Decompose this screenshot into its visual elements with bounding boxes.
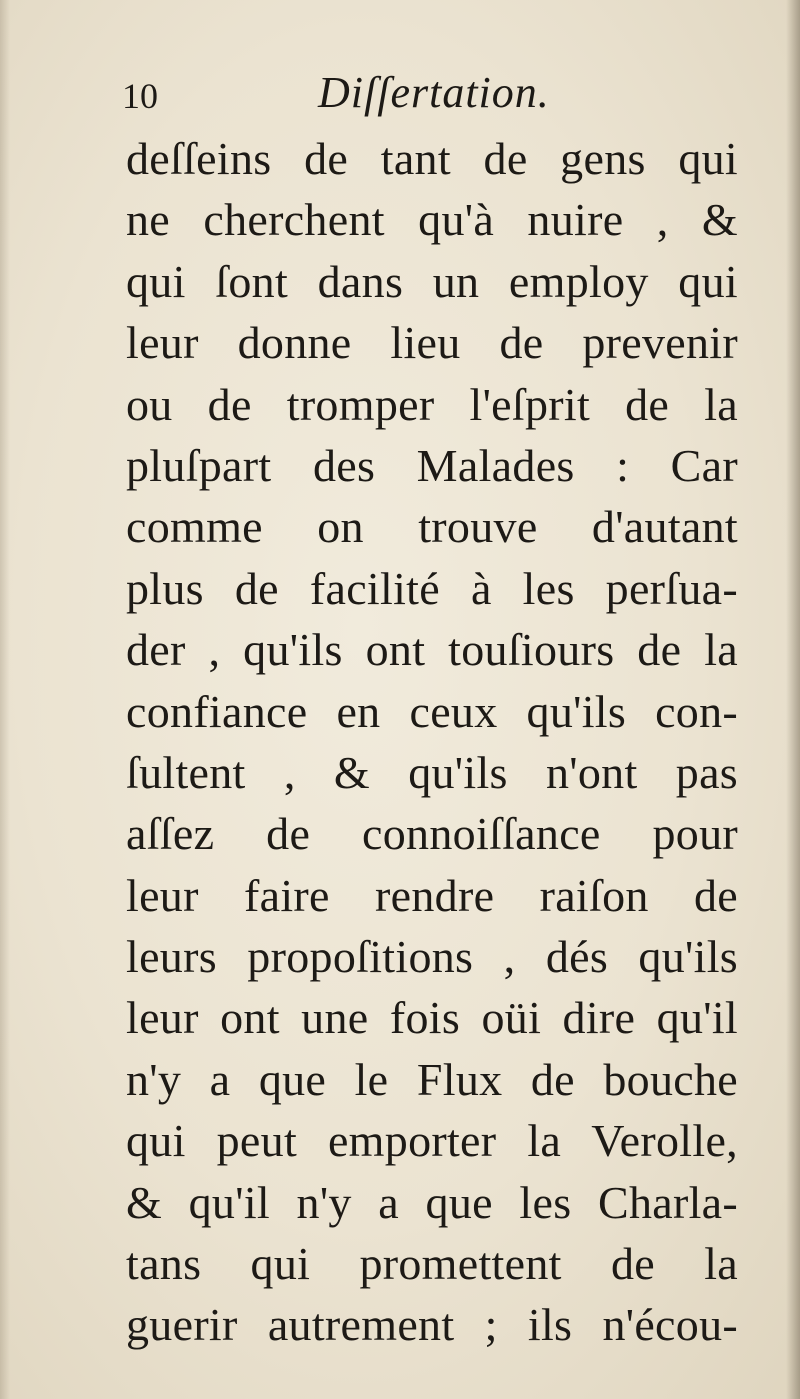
text-line: plus de facilité à les perſua- (126, 562, 738, 614)
text-line: ne cherchent qu'à nuire , & (126, 194, 738, 246)
text-line: qui ſont dans un employ qui (126, 255, 738, 307)
text-line: aſſez de connoiſſance pour (126, 808, 738, 860)
page-gutter-shadow (786, 0, 800, 1399)
text-line: ſultent , & qu'ils n'ont pas (126, 746, 738, 798)
text-line: leur faire rendre raiſon de (126, 869, 738, 921)
page-header (122, 62, 642, 122)
text-line: guerir autrement ; ils n'écou- (126, 1299, 738, 1351)
page-left-edge (0, 0, 10, 1399)
text-line: confiance en ceux qu'ils con- (126, 685, 738, 737)
page-number: 10 (122, 76, 158, 116)
text-line: comme on trouve d'autant (126, 501, 738, 553)
text-line: der , qu'ils ont touſiours de la (126, 624, 738, 676)
text-line: & qu'il n'y a que les Charla- (126, 1176, 738, 1228)
text-line: deſſeins de tant de gens qui (126, 133, 738, 184)
text-line: leur donne lieu de prevenir (126, 317, 738, 369)
text-line: leur ont une fois oüi dire qu'il (126, 992, 738, 1044)
running-head: Diſſertation. (318, 68, 550, 117)
text-line: n'y a que le Flux de bouche (126, 1053, 738, 1105)
text-line: leurs propoſitions , dés qu'ils (126, 931, 738, 983)
text-line: tans qui promettent de la (126, 1238, 738, 1290)
body-text (126, 128, 738, 1356)
text-line: pluſpart des Malades : Car (126, 439, 738, 491)
text-line: ou de tromper l'eſprit de la (126, 378, 738, 430)
text-line: qui peut emporter la Verolle, (126, 1115, 738, 1167)
